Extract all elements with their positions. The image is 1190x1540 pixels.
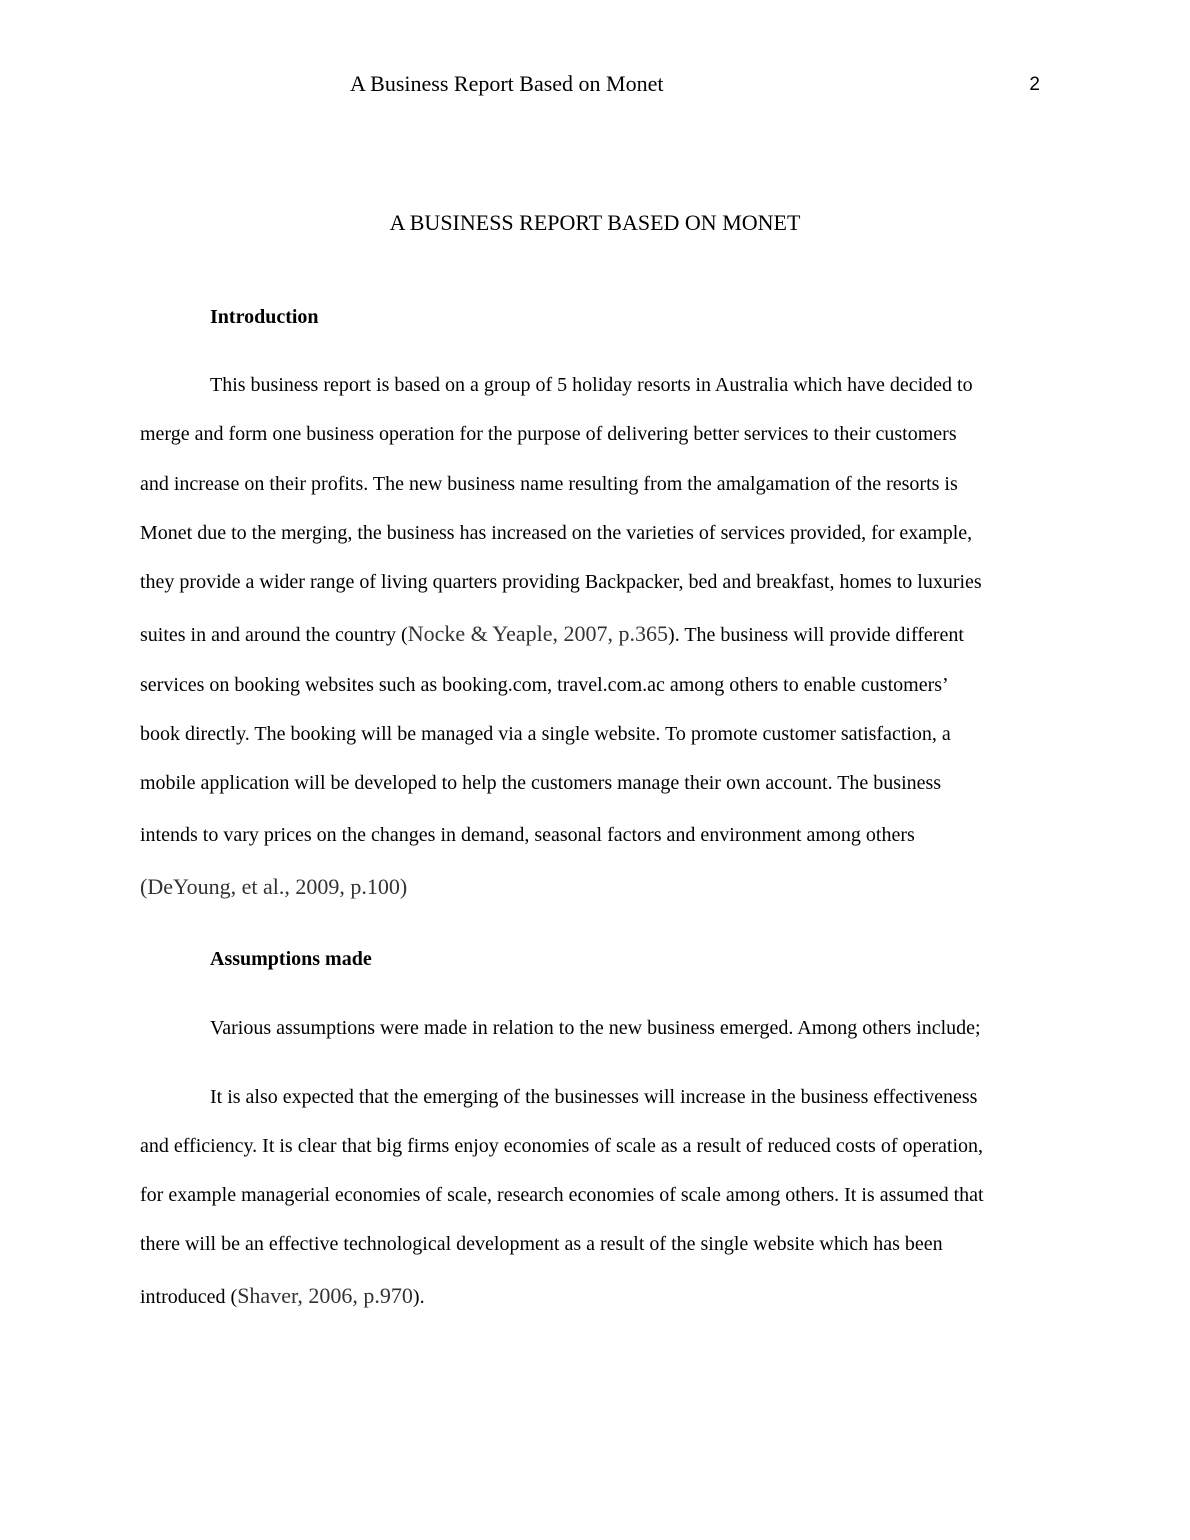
text-run: ). The business will provide different	[668, 624, 964, 646]
text-line: It is also expected that the emerging of the businesses will increase in the business effectiveness	[210, 1086, 978, 1108]
text-run: suites in and around the country (	[140, 624, 408, 646]
citation: Shaver, 2006, p.970	[237, 1283, 413, 1308]
text-line	[140, 621, 964, 648]
introduction-heading: Introduction	[210, 306, 319, 328]
document-title: A BUSINESS REPORT BASED ON MONET	[389, 210, 801, 235]
text-line: mobile application will be developed to help the customers manage their own account. The business	[140, 772, 942, 794]
text-line: for example managerial economies of scale, research economies of scale among others. It is assumed that	[140, 1184, 984, 1206]
text-run: ).	[412, 1286, 425, 1308]
text-line: merge and form one business operation for the purpose of delivering better services to their customers	[140, 423, 957, 445]
assumptions-heading: Assumptions made	[210, 948, 372, 970]
text-line: This business report is based on a group of 5 holiday resorts in Australia which have decided to	[210, 374, 973, 396]
text-line: there will be an effective technological development as a result of the single website which has been	[140, 1233, 943, 1255]
assumptions-intro-paragraph: Various assumptions were made in relation to the new business emerged. Among others include;	[210, 1017, 981, 1039]
text-line: they provide a wider range of living quarters providing Backpacker, bed and breakfast, homes to luxuries	[140, 571, 982, 593]
page-number: 2	[1029, 74, 1040, 95]
citation: Nocke & Yeaple, 2007, p.365	[407, 621, 669, 646]
text-line: book directly. The booking will be managed via a single website. To promote customer satisfaction, a	[140, 723, 951, 745]
text-line	[140, 1283, 425, 1310]
text-line: intends to vary prices on the changes in demand, seasonal factors and environment among others	[140, 824, 915, 846]
text-run: introduced (	[140, 1286, 238, 1308]
citation: (DeYoung, et al., 2009, p.100)	[140, 874, 408, 899]
text-line: and increase on their profits. The new business name resulting from the amalgamation of the resorts is	[140, 473, 958, 495]
text-line: Monet due to the merging, the business has increased on the varieties of services provided, for example,	[140, 522, 973, 544]
text-line: and efficiency. It is clear that big firms enjoy economies of scale as a result of reduced costs of operation,	[140, 1135, 984, 1157]
text-line: services on booking websites such as booking.com, travel.com.ac among others to enable customers’	[140, 674, 949, 696]
running-head: A Business Report Based on Monet	[350, 71, 664, 96]
